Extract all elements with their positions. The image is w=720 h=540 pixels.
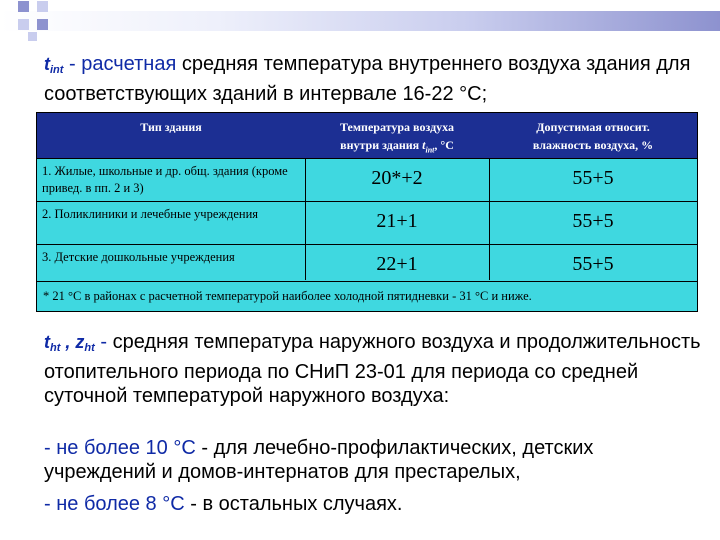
row-humidity: 55+5	[572, 210, 614, 232]
second-paragraph: $t_{ht}$ , $z_{ht}$ - средняя температура наружного воздуха и продолжительность отопительного периода по СНиП 23-01 для периода со средней суточной температурой наружного воздуха:	[44, 331, 701, 407]
t-int-variable: $t_{int}$	[44, 54, 64, 76]
header-gradient-bar	[0, 11, 720, 31]
row-temperature: 21+1	[376, 210, 418, 232]
bullet-item: - не более 10 °С - для лечебно-профилактических, детских учреждений и домов-интернатов для престарелых,	[44, 437, 594, 483]
bullet-lead: не более 10 °С	[56, 437, 196, 459]
bullet-text: - в остальных случаях.	[184, 493, 403, 515]
table-footnote-row	[37, 281, 697, 312]
header-type: Тип здания	[140, 120, 202, 134]
bullet-text: - для лечебно-профилактических, детских учреждений и домов-интернатов для престарелых,	[44, 437, 594, 483]
bullet-lead: не более 8 °С	[56, 493, 185, 515]
t-ht-variable: $t_{ht}$	[44, 332, 61, 354]
row-type: 2. Поликлиники и лечебные учреждения	[42, 207, 259, 221]
row-type: 1. Жилые, школьные и др. общ. здания (кроме привед. в пп. 2 и 3)	[42, 164, 288, 195]
intro-text: средняя температура внутреннего воздуха здания для соответствующих зданий в интервале 16-22 °С;	[44, 53, 691, 105]
intro-lead: расчетная	[81, 53, 177, 75]
second-text: средняя температура наружного воздуха и продолжительность отопительного периода по СНиП 23-01 для периода со средней суточной температурой наружного воздуха:	[44, 331, 701, 407]
decor-square	[28, 32, 37, 41]
table-row	[37, 244, 697, 281]
table-row	[37, 201, 697, 244]
decor-square	[37, 1, 48, 12]
row-humidity: 55+5	[572, 167, 614, 189]
decor-square	[18, 1, 29, 12]
header-temperature: Температура воздуха внутри здания $t_{int}$, °С	[340, 120, 454, 155]
table-header	[37, 113, 697, 158]
decor-square	[18, 19, 29, 30]
row-temperature: 20*+2	[371, 167, 423, 189]
z-ht-variable: $z_{ht}$	[75, 332, 95, 354]
building-table	[36, 112, 698, 312]
intro-paragraph: $t_{int}$ - расчетная средняя температура внутреннего воздуха здания для соответствующих зданий в интервале 16-22 °С;	[44, 53, 691, 105]
row-humidity: 55+5	[572, 253, 614, 275]
decor-square	[37, 19, 48, 30]
row-type: 3. Детские дошкольные учреждения	[42, 250, 235, 264]
bullet-item: - не более 8 °С - в остальных случаях.	[44, 493, 403, 515]
row-temperature: 22+1	[376, 253, 418, 275]
table-footnote: * 21 °С в районах с расчетной температурой наиболее холодной пятидневки - 31 °С и ниже.	[43, 289, 532, 303]
table-row	[37, 158, 697, 201]
header-humidity: Допустимая относит. влажность воздуха, %	[532, 120, 654, 152]
